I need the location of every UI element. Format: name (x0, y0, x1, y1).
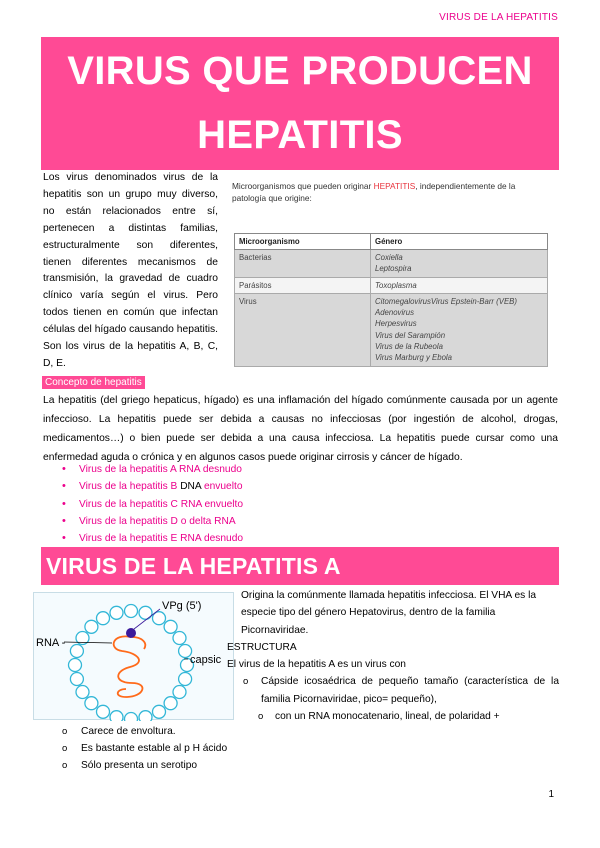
circle-bullet-icon: o (62, 760, 68, 772)
page-title-line-2: HEPATITIS (197, 113, 403, 157)
hav-structure-diagram (33, 592, 234, 720)
capsomer (173, 632, 186, 645)
running-header: VIRUS DE LA HEPATITIS (439, 12, 558, 23)
capsomer (110, 711, 123, 721)
circle-bullet-icon: o (62, 726, 68, 737)
capsomer (125, 713, 138, 722)
capsomer (70, 673, 83, 686)
rna-label: RNA - (36, 637, 66, 649)
table-cell-organism: Virus (235, 293, 371, 366)
capsomer (173, 686, 186, 699)
capsomer (179, 673, 192, 686)
capsomer (85, 697, 98, 710)
section-title: VIRUS DE LA HEPATITIS A (46, 553, 341, 579)
section-banner (41, 547, 559, 585)
list-item: • Virus de la hepatitis D o delta RNA (62, 513, 243, 530)
list-item: o Carece de envoltura. (62, 723, 227, 740)
structure-point: o con un RNA monocatenario, lineal, de polaridad + (241, 708, 559, 725)
bullet-icon: • (62, 497, 66, 510)
table-header-genus: Género (371, 234, 548, 250)
list-item: • Virus de la hepatitis B DNA envuelto (62, 478, 243, 495)
virion-illustration (34, 593, 235, 721)
table-cell-genera: CitomegalovirusVirus Epstein-Barr (VEB) Adenovirus Herpesvirus Virus del Sarampión Virus de la Rubeola Virus Marburg y Ebola (371, 293, 548, 366)
table-row (235, 277, 548, 293)
capsomer (153, 705, 166, 718)
microorganisms-table (234, 233, 548, 367)
hepatitis-virus-list (62, 461, 243, 547)
capsomer (97, 612, 110, 625)
hav-origin-text: Origina la comúnmente llamada hepatitis infecciosa. El VHA es la especie tipo del género Hepatovirus, dentro de la familia Picornaviridae. (241, 590, 537, 636)
hepatitis-highlight: HEPATITIS (373, 181, 416, 191)
bullet-icon: • (62, 532, 66, 545)
concept-heading: Concepto de hepatitis (42, 376, 145, 389)
capsomer (164, 620, 177, 633)
circle-bullet-icon: o (258, 711, 264, 723)
concept-paragraph: La hepatitis (del griego hepaticus, hígado) es una inflamación del hígado comúnmente causada por un agente infeccioso. La hepatitis puede ser debida a causas no infecciosas (por ingestión de alcohol, drogas, medicamentos…) o bien puede ser debida a una causa infecciosa. La hepatitis puede cursar como una enfermedad aguda o crónica y en algunos casos puede originar cirrosis y cáncer de hígado. (43, 395, 558, 463)
capsid-label: capsic (190, 654, 222, 666)
bullet-icon: • (62, 480, 66, 493)
capsomer (69, 659, 82, 672)
structure-point: o Cápside icosaédrica de pequeño tamaño (característica de la familia Picornaviridae, pico= pequeño), (227, 673, 559, 708)
capsomer (76, 686, 89, 699)
title-banner (41, 37, 559, 170)
list-item: o Sólo presenta un serotipo (62, 757, 227, 774)
page-title-line-1: VIRUS QUE PRODUCEN (67, 49, 533, 93)
page-number: 1 (548, 789, 554, 800)
microorganisms-figure (232, 180, 550, 363)
table-cell-genera: Toxoplasma (371, 277, 548, 293)
capsomer (164, 697, 177, 710)
list-item: o Es bastante estable al p H ácido (62, 740, 227, 757)
list-item: • Virus de la hepatitis A RNA desnudo (62, 461, 243, 478)
table-cell-genera: Coxiella Leptospira (371, 250, 548, 278)
table-row (235, 293, 548, 366)
capsomer (125, 605, 138, 618)
capsomer (139, 711, 152, 721)
structure-intro: El virus de la hepatitis A es un virus con (227, 659, 406, 671)
rna-strand (114, 636, 146, 697)
capsomer (139, 606, 152, 619)
capsomer (85, 620, 98, 633)
hav-description (227, 587, 559, 725)
capsomer (110, 606, 123, 619)
vpg-label: VPg (5') (162, 600, 202, 612)
bullet-icon: • (62, 514, 66, 527)
table-header-organism: Microorganismo (235, 234, 371, 250)
microorganisms-caption: Microorganismos que pueden originar HEPATITIS, independientemente de la patología que origine: (232, 181, 516, 203)
bullet-icon: • (62, 463, 66, 475)
rna-pointer (64, 642, 112, 643)
list-item: • Virus de la hepatitis C RNA envuelto (62, 496, 243, 513)
circle-bullet-icon: o (62, 743, 68, 755)
list-item: • Virus de la hepatitis E RNA desnudo (62, 530, 243, 547)
hav-properties-list (62, 723, 227, 775)
table-row (235, 250, 548, 278)
vpg-protein (126, 628, 136, 638)
intro-paragraph: Los virus denominados virus de la hepatitis son un grupo muy diverso, no están relacionados entre sí, pertenecen a distintas familias, estructuralmente son diferentes, tienen diferentes mecanismos de transmisión, la gravedad de cuadro clínico varía según el virus. Pero todos tienen en común que infectan células del hígado causando hepatitis. Son los virus de la hepatitis A, B, C, D, E. (43, 172, 218, 369)
structure-heading: ESTRUCTURA (227, 641, 297, 653)
table-cell-organism: Bacterias (235, 250, 371, 278)
table-cell-organism: Parásitos (235, 277, 371, 293)
circle-bullet-icon: o (243, 676, 249, 688)
capsid-ring (64, 605, 194, 722)
capsomer (97, 705, 110, 718)
capsomer (70, 645, 83, 658)
